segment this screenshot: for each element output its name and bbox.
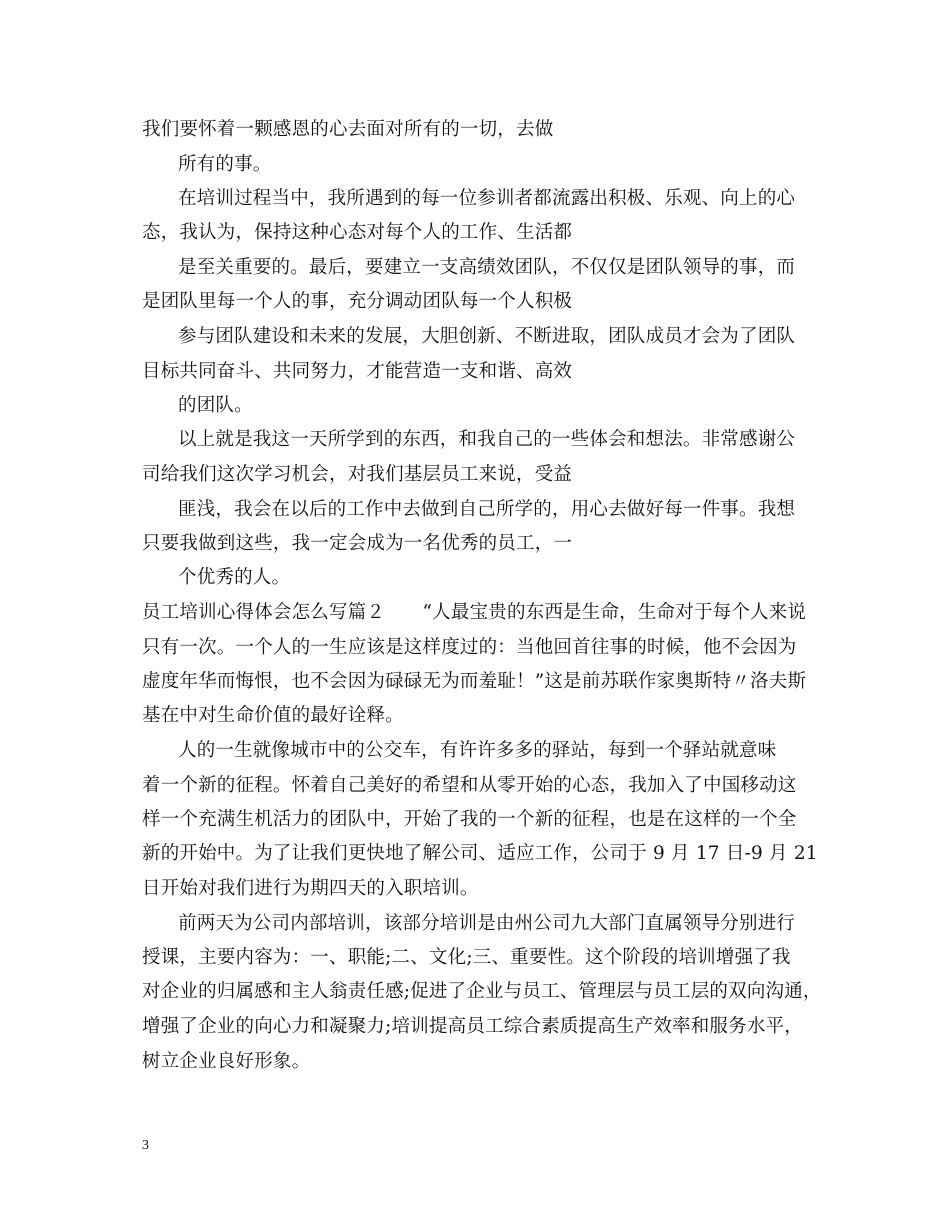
text-line: 目标共同奋斗、共同努力，才能营造一支和谐、高效 xyxy=(142,361,573,382)
text-line: 只有一次。一个人的一生应该是这样度过的：当他回首往事的时候，他不会因为 xyxy=(142,637,797,658)
text-line: 是团队里每一个人的事，充分调动团队每一个人积极 xyxy=(142,291,573,312)
text-line: 增强了企业的向心力和凝聚力;培训提高员工综合素质提高生产效率和服务水平， xyxy=(142,1016,803,1037)
text-line: 授课，主要内容为：一、职能;二、文化;三、重要性。这个阶段的培训增强了我 xyxy=(142,947,791,968)
text-line: 态，我认为，保持这种心态对每个人的工作、生活都 xyxy=(142,222,573,243)
text-line: 匪浅，我会在以后的工作中去做到自己所学的，用心去做好每一件事。我想 xyxy=(178,499,796,520)
text-line: 树立企业良好形象。 xyxy=(142,1051,311,1072)
text-line: 的团队。 xyxy=(178,395,253,416)
text-line: 以上就是我这一天所学到的东西，和我自己的一些体会和想法。非常感谢公 xyxy=(178,429,796,450)
text-line: 司给我们这次学习机会，对我们基层员工来说，受益 xyxy=(142,464,573,485)
text-line: 基在中对生命价值的最好诠释。 xyxy=(142,705,404,726)
text-line: 我们要怀着一颗感恩的心去面对所有的一切，去做 xyxy=(142,119,554,140)
text-line: 参与团队建设和未来的发展，大胆创新、不断进取，团队成员才会为了团队 xyxy=(178,326,796,347)
text-line: 在培训过程当中，我所遇到的每一位参训者都流露出积极、乐观、向上的心 xyxy=(178,188,796,209)
text-line: 个优秀的人。 xyxy=(178,567,291,588)
text-line: 新的开始中。为了让我们更快地了解公司、适应工作，公司于 9 月 17 日-9 月 21 xyxy=(142,843,818,864)
text-line: 员工培训心得体会怎么写篇２ “人最宝贵的东西是生命，生命对于每个人来说 xyxy=(142,602,807,623)
text-line: 人的一生就像城市中的公交车，有许许多多的驿站，每到一个驿站就意味 xyxy=(178,740,777,761)
text-line: 所有的事。 xyxy=(178,154,272,175)
text-line: 是至关重要的。最后，要建立一支高绩效团队，不仅仅是团队领导的事，而 xyxy=(178,257,796,278)
text-line: 日开始对我们进行为期四天的入职培训。 xyxy=(142,878,479,899)
text-line: 前两天为公司内部培训，该部分培训是由州公司九大部门直属领导分别进行 xyxy=(178,913,796,934)
text-line: 着一个新的征程。怀着自己美好的希望和从零开始的心态，我加入了中国移动这 xyxy=(142,775,797,796)
text-line: 虚度年华而悔恨，也不会因为碌碌无为而羞耻！”这是前苏联作家奥斯特〃洛夫斯 xyxy=(142,671,807,692)
text-line: 对企业的归属感和主人翁责任感;促进了企业与员工、管理层与员工层的双向沟通， xyxy=(142,981,822,1002)
page-number: 3 xyxy=(142,1138,149,1153)
text-line: 样一个充满生机活力的团队中，开始了我的一个新的征程，也是在这样的一个全 xyxy=(142,809,797,830)
text-line: 只要我做到这些，我一定会成为一名优秀的员工，一 xyxy=(142,533,573,554)
